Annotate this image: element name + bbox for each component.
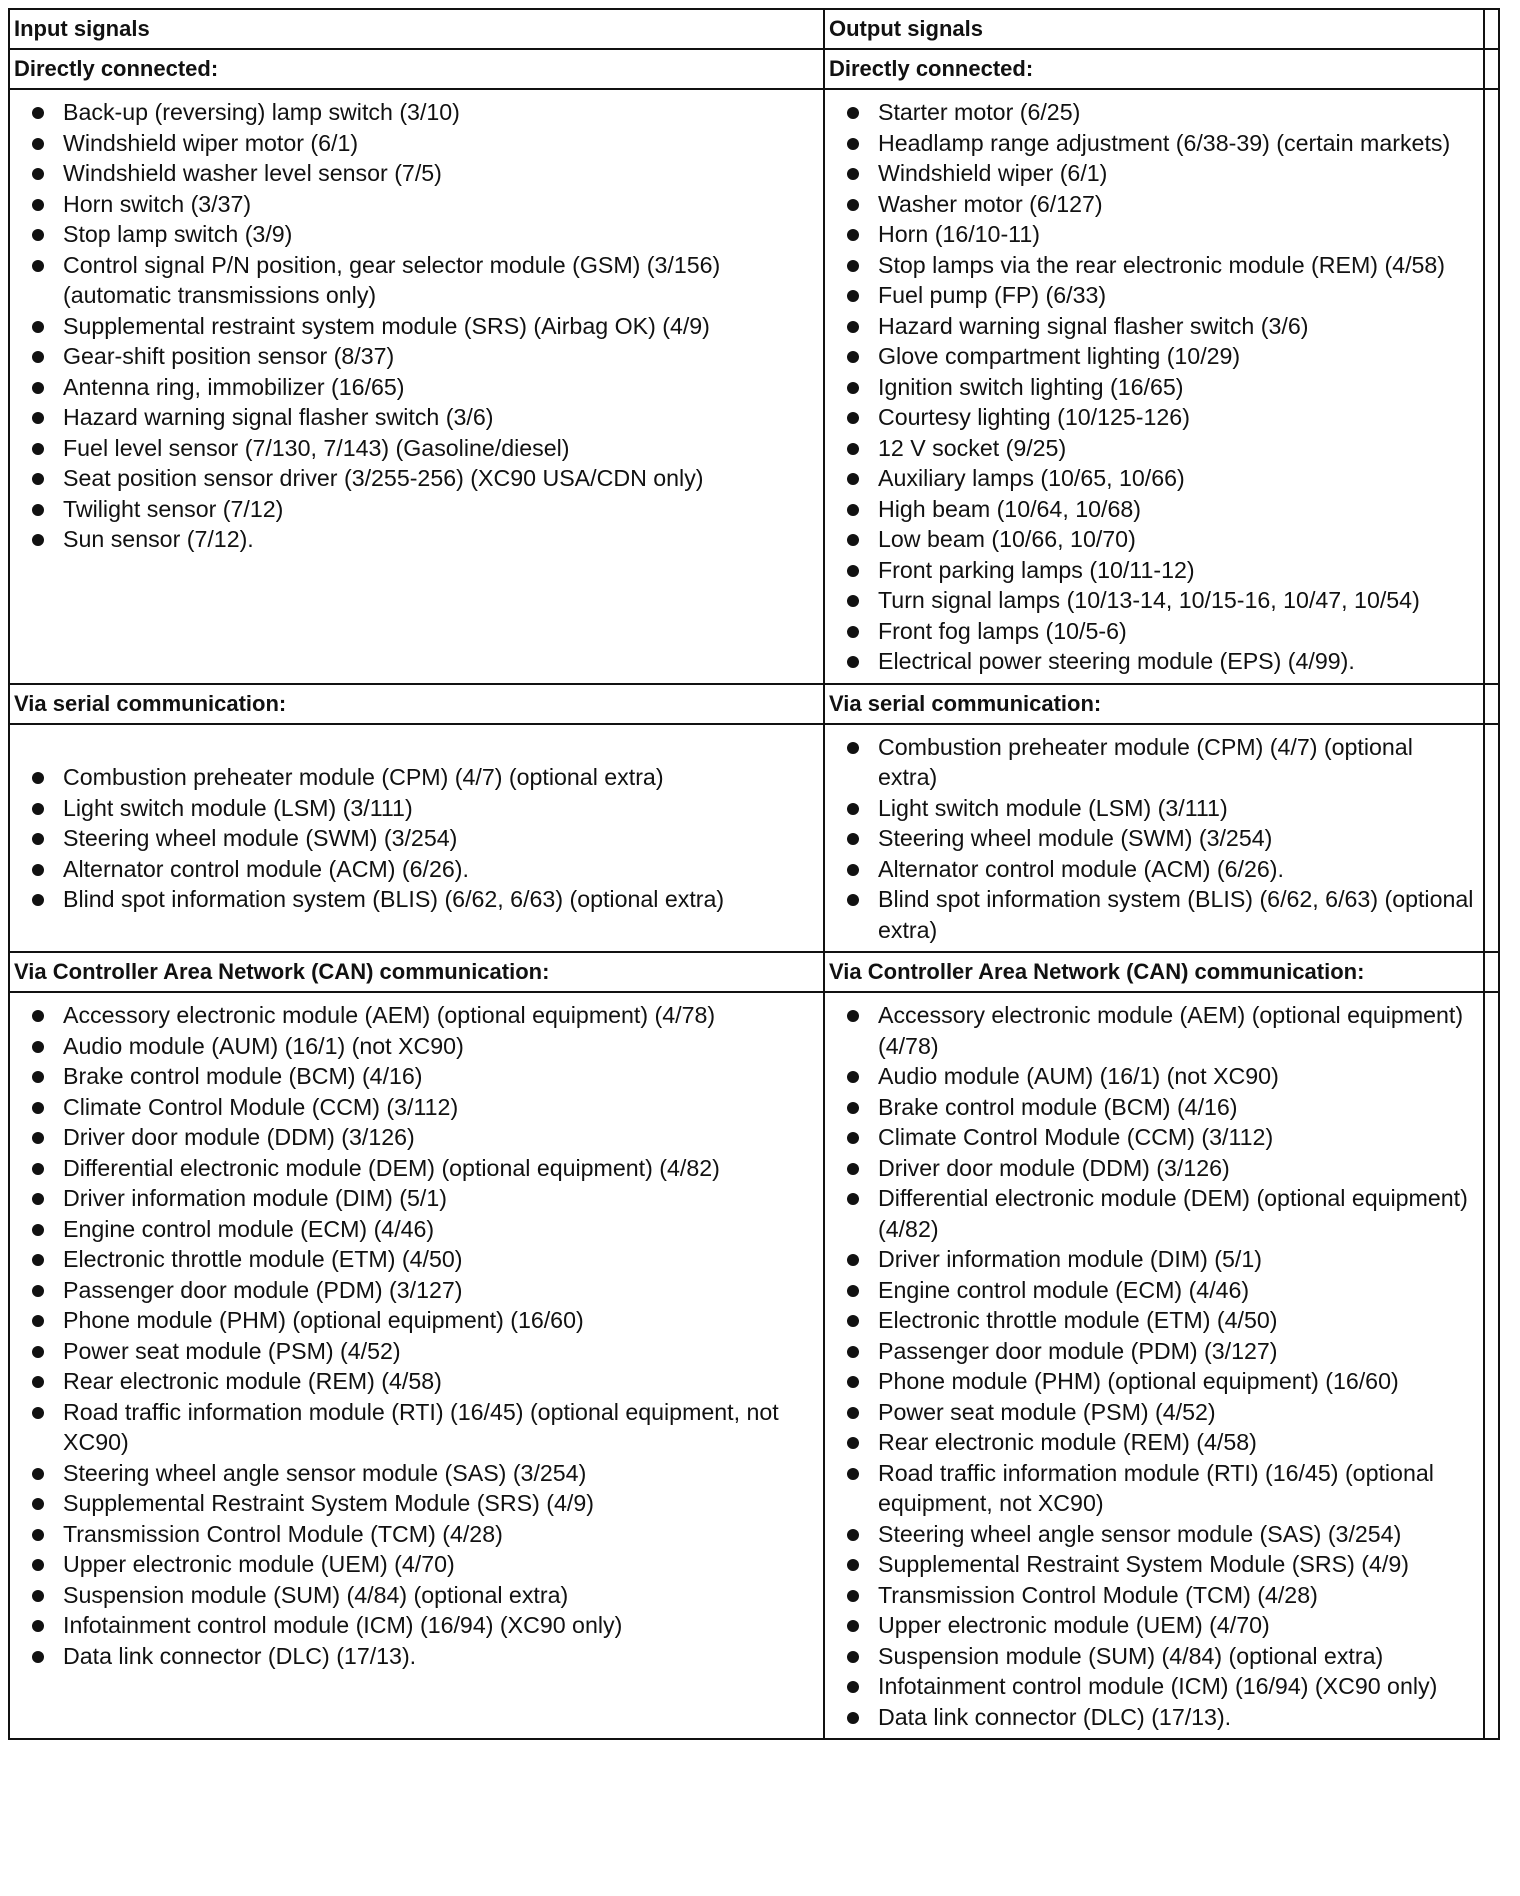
list-item-text: Alternator control module (ACM) (6/26). — [63, 855, 469, 882]
list-item-text: Accessory electronic module (AEM) (optional equipment) (4/78) — [878, 1002, 1464, 1059]
input-list-cell — [9, 992, 824, 1739]
list-item — [10, 494, 823, 525]
edge-cell — [1484, 49, 1499, 89]
list-item-text: Infotainment control module (ICM) (16/94) (XC90 only) — [878, 1673, 1438, 1699]
list-item — [825, 1275, 1483, 1306]
list-item-text: Rear electronic module (REM) (4/58) — [878, 1429, 1257, 1455]
list-item-text: Ignition switch lighting (16/65) — [878, 373, 1184, 400]
list-item-text: Upper electronic module (UEM) (4/70) — [63, 1551, 455, 1577]
section-body-row-serial — [9, 724, 1499, 953]
list-item — [825, 1336, 1483, 1367]
list-item-text: Upper electronic module (UEM) (4/70) — [878, 1612, 1270, 1638]
list-item-text: Driver door module (DDM) (3/126) — [878, 1154, 1230, 1181]
list-item — [825, 128, 1483, 159]
list-item-text: 12 V socket (9/25) — [878, 434, 1067, 461]
output-signals-header: Output signals — [824, 9, 1484, 49]
list-item-text: Turn signal lamps (10/13-14, 10/15-16, 10/47, 10/54) — [878, 587, 1420, 613]
output-list-cell — [824, 992, 1484, 1739]
list-item — [10, 762, 823, 793]
list-item-text: Passenger door module (PDM) (3/127) — [878, 1337, 1278, 1364]
input-section-title: Via Controller Area Network (CAN) communication: — [9, 952, 824, 992]
list-item — [10, 1366, 823, 1397]
list-item — [10, 1031, 823, 1062]
list-item — [825, 97, 1483, 128]
list-item-text: Windshield wiper motor (6/1) — [63, 129, 359, 156]
list-item — [825, 1610, 1483, 1641]
list-item — [825, 1519, 1483, 1550]
list-item-text: Rear electronic module (REM) (4/58) — [63, 1368, 442, 1394]
list-item-text: Twilight sensor (7/12) — [63, 495, 284, 522]
list-item — [10, 793, 823, 824]
list-item-text: Driver information module (DIM) (5/1) — [878, 1246, 1262, 1272]
list-item-text: Differential electronic module (DEM) (optional equipment) (4/82) — [878, 1185, 1468, 1242]
list-item — [825, 1092, 1483, 1123]
list-item-text: Horn switch (3/37) — [63, 190, 252, 217]
list-item — [10, 1061, 823, 1092]
list-item — [825, 1641, 1483, 1672]
list-item — [10, 1519, 823, 1550]
list-item-text: Washer motor (6/127) — [878, 190, 1103, 217]
list-item — [10, 189, 823, 220]
list-item — [825, 1427, 1483, 1458]
list-item — [825, 823, 1483, 854]
output-section-title: Via serial communication: — [824, 684, 1484, 724]
list-item-text: Auxiliary lamps (10/65, 10/66) — [878, 465, 1185, 491]
list-item — [10, 250, 823, 311]
list-item-text: Horn (16/10-11) — [878, 221, 1040, 247]
list-item — [825, 585, 1483, 616]
list-item — [10, 311, 823, 342]
list-item — [10, 128, 823, 159]
list-item — [10, 854, 823, 885]
list-item — [10, 1580, 823, 1611]
list-item — [825, 1702, 1483, 1733]
list-item — [825, 884, 1483, 945]
list-item — [10, 1488, 823, 1519]
list-item — [10, 463, 823, 494]
section-title-row-can — [9, 952, 1499, 992]
output-list-cell — [824, 89, 1484, 684]
list-item-text: Windshield wiper (6/1) — [878, 160, 1108, 186]
list-item — [825, 1000, 1483, 1061]
list-item — [10, 524, 823, 555]
section-title-row-serial — [9, 684, 1499, 724]
list-item-text: Steering wheel module (SWM) (3/254) — [878, 825, 1273, 851]
list-item-text: Hazard warning signal flasher switch (3/6) — [63, 404, 494, 430]
list-item — [825, 1549, 1483, 1580]
list-item-text: Road traffic information module (RTI) (16/45) (optional equipment, not XC90) — [63, 1398, 779, 1455]
input-list — [10, 1000, 823, 1671]
list-item-text: Engine control module (ECM) (4/46) — [878, 1276, 1250, 1303]
list-item-text: Hazard warning signal flasher switch (3/6) — [878, 312, 1309, 339]
list-item — [825, 341, 1483, 372]
list-item-text: Driver information module (DIM) (5/1) — [63, 1185, 447, 1211]
list-item — [10, 1092, 823, 1123]
list-item-text: Supplemental restraint system module (SRS) (Airbag OK) (4/9) — [63, 312, 710, 339]
list-item-text: Electronic throttle module (ETM) (4/50) — [878, 1307, 1278, 1333]
list-item-text: Power seat module (PSM) (4/52) — [878, 1398, 1216, 1425]
list-item — [10, 1549, 823, 1580]
list-item-text: Transmission Control Module (TCM) (4/28) — [63, 1520, 503, 1547]
signals-table — [8, 8, 1500, 1740]
list-item-text: Low beam (10/66, 10/70) — [878, 526, 1136, 552]
list-item-text: Engine control module (ECM) (4/46) — [63, 1215, 435, 1242]
list-item-text: Light switch module (LSM) (3/111) — [878, 794, 1228, 821]
section-body-row-direct — [9, 89, 1499, 684]
list-item-text: Steering wheel module (SWM) (3/254) — [63, 825, 458, 851]
list-item-text: Audio module (AUM) (16/1) (not XC90) — [63, 1032, 464, 1059]
list-item — [10, 1153, 823, 1184]
list-item — [825, 158, 1483, 189]
list-item — [825, 280, 1483, 311]
list-item-text: Gear-shift position sensor (8/37) — [63, 343, 395, 369]
list-item — [10, 372, 823, 403]
list-item-text: Control signal P/N position, gear selector module (GSM) (3/156) (automatic transmissions only) — [63, 251, 721, 308]
list-item — [825, 494, 1483, 525]
list-item-text: Blind spot information system (BLIS) (6/62, 6/63) (optional extra) — [63, 886, 725, 912]
list-item — [825, 250, 1483, 281]
input-section-title: Directly connected: — [9, 49, 824, 89]
list-item — [825, 1061, 1483, 1092]
list-item-text: High beam (10/64, 10/68) — [878, 495, 1141, 522]
list-item — [10, 1458, 823, 1489]
list-item-text: Seat position sensor driver (3/255-256) (XC90 USA/CDN only) — [63, 465, 704, 491]
list-item — [825, 402, 1483, 433]
list-item-text: Electrical power steering module (EPS) (4/99). — [878, 648, 1355, 674]
list-item — [825, 311, 1483, 342]
list-item — [825, 616, 1483, 647]
list-item-text: Passenger door module (PDM) (3/127) — [63, 1276, 463, 1303]
output-list — [825, 97, 1483, 677]
input-list-cell — [9, 724, 824, 953]
list-item-text: Audio module (AUM) (16/1) (not XC90) — [878, 1063, 1279, 1089]
output-section-title: Directly connected: — [824, 49, 1484, 89]
list-item — [10, 402, 823, 433]
list-item-text: Phone module (PHM) (optional equipment) (16/60) — [63, 1307, 584, 1333]
list-item-text: Courtesy lighting (10/125-126) — [878, 404, 1190, 430]
edge-cell — [1484, 992, 1499, 1739]
list-item — [10, 1641, 823, 1672]
list-item — [825, 1153, 1483, 1184]
list-item — [10, 1183, 823, 1214]
list-item — [10, 341, 823, 372]
list-item — [10, 1244, 823, 1275]
section-body-row-can — [9, 992, 1499, 1739]
list-item-text: Steering wheel angle sensor module (SAS) (3/254) — [878, 1520, 1402, 1547]
table-header-row — [9, 9, 1499, 49]
list-item — [825, 463, 1483, 494]
edge-cell — [1484, 684, 1499, 724]
list-item — [825, 1122, 1483, 1153]
input-list-cell — [9, 89, 824, 684]
list-item — [10, 1275, 823, 1306]
list-item — [10, 823, 823, 854]
list-item-text: Climate Control Module (CCM) (3/112) — [63, 1093, 459, 1120]
list-item — [10, 433, 823, 464]
list-item-text: Brake control module (BCM) (4/16) — [878, 1093, 1238, 1120]
section-title-row-direct — [9, 49, 1499, 89]
list-item-text: Back-up (reversing) lamp switch (3/10) — [63, 99, 460, 125]
list-item — [825, 219, 1483, 250]
list-item — [825, 555, 1483, 586]
list-item — [10, 158, 823, 189]
list-item — [825, 1183, 1483, 1244]
list-item-text: Stop lamps via the rear electronic module (REM) (4/58) — [878, 251, 1446, 278]
list-item-text: Front parking lamps (10/11-12) — [878, 556, 1195, 583]
list-item — [825, 854, 1483, 885]
list-item — [10, 1214, 823, 1245]
list-item-text: Stop lamp switch (3/9) — [63, 221, 293, 247]
list-item — [825, 1458, 1483, 1519]
list-item-text: Road traffic information module (RTI) (16/45) (optional equipment, not XC90) — [878, 1459, 1434, 1516]
output-section-title: Via Controller Area Network (CAN) communication: — [824, 952, 1484, 992]
list-item-text: Blind spot information system (BLIS) (6/62, 6/63) (optional extra) — [878, 886, 1474, 943]
list-item-text: Antenna ring, immobilizer (16/65) — [63, 373, 405, 400]
edge-cell — [1484, 9, 1499, 49]
list-item-text: Fuel level sensor (7/130, 7/143) (Gasoline/diesel) — [63, 434, 570, 461]
input-section-title: Via serial communication: — [9, 684, 824, 724]
list-item — [825, 1397, 1483, 1428]
list-item — [825, 372, 1483, 403]
list-item-text: Steering wheel angle sensor module (SAS) (3/254) — [63, 1459, 587, 1486]
output-list-cell — [824, 724, 1484, 953]
signals-document — [8, 8, 1498, 1881]
list-item-text: Data link connector (DLC) (17/13). — [878, 1703, 1232, 1730]
list-item-text: Combustion preheater module (CPM) (4/7) (optional extra) — [63, 764, 664, 790]
list-item-text: Infotainment control module (ICM) (16/94) (XC90 only) — [63, 1612, 623, 1638]
list-item-text: Phone module (PHM) (optional equipment) (16/60) — [878, 1368, 1399, 1394]
list-item — [10, 219, 823, 250]
list-item-text: Accessory electronic module (AEM) (optional equipment) (4/78) — [63, 1002, 716, 1028]
list-item-text: Supplemental Restraint System Module (SRS) (4/9) — [63, 1490, 594, 1516]
output-list — [825, 732, 1483, 946]
list-item — [10, 1305, 823, 1336]
list-item-text: Glove compartment lighting (10/29) — [878, 343, 1241, 369]
edge-cell — [1484, 89, 1499, 684]
list-item-text: Driver door module (DDM) (3/126) — [63, 1124, 415, 1150]
list-item-text: Starter motor (6/25) — [878, 99, 1081, 125]
list-item-text: Electronic throttle module (ETM) (4/50) — [63, 1246, 463, 1272]
list-item-text: Supplemental Restraint System Module (SRS) (4/9) — [878, 1551, 1409, 1577]
list-item — [10, 1610, 823, 1641]
list-item-text: Front fog lamps (10/5-6) — [878, 617, 1127, 644]
list-item — [825, 1305, 1483, 1336]
list-item — [825, 524, 1483, 555]
list-item — [825, 1244, 1483, 1275]
list-item — [825, 646, 1483, 677]
list-item-text: Sun sensor (7/12). — [63, 526, 254, 552]
list-item — [10, 97, 823, 128]
list-item-text: Suspension module (SUM) (4/84) (optional extra) — [878, 1642, 1384, 1669]
list-item-text: Transmission Control Module (TCM) (4/28) — [878, 1581, 1318, 1608]
list-item-text: Combustion preheater module (CPM) (4/7) (optional extra) — [878, 733, 1413, 790]
list-item-text: Headlamp range adjustment (6/38-39) (certain markets) — [878, 129, 1451, 156]
list-item-text: Windshield washer level sensor (7/5) — [63, 160, 442, 186]
list-item-text: Data link connector (DLC) (17/13). — [63, 1642, 417, 1669]
input-list — [10, 762, 823, 915]
list-item-text: Differential electronic module (DEM) (optional equipment) (4/82) — [63, 1154, 720, 1181]
list-item — [10, 884, 823, 915]
list-item-text: Alternator control module (ACM) (6/26). — [878, 855, 1284, 882]
list-item-text: Light switch module (LSM) (3/111) — [63, 794, 413, 821]
list-item — [10, 1122, 823, 1153]
input-signals-header: Input signals — [9, 9, 824, 49]
edge-cell — [1484, 952, 1499, 992]
list-item — [825, 1366, 1483, 1397]
list-item — [825, 732, 1483, 793]
list-item-text: Fuel pump (FP) (6/33) — [878, 282, 1107, 308]
list-item — [825, 1671, 1483, 1702]
list-item — [825, 189, 1483, 220]
input-list — [10, 97, 823, 555]
list-item-text: Suspension module (SUM) (4/84) (optional extra) — [63, 1581, 569, 1608]
list-item — [825, 433, 1483, 464]
list-item — [825, 793, 1483, 824]
edge-cell — [1484, 724, 1499, 953]
list-item — [825, 1580, 1483, 1611]
list-item — [10, 1397, 823, 1458]
list-item-text: Climate Control Module (CCM) (3/112) — [878, 1124, 1274, 1150]
list-item — [10, 1336, 823, 1367]
list-item-text: Power seat module (PSM) (4/52) — [63, 1337, 401, 1364]
output-list — [825, 1000, 1483, 1732]
list-item — [10, 1000, 823, 1031]
list-item-text: Brake control module (BCM) (4/16) — [63, 1063, 423, 1089]
